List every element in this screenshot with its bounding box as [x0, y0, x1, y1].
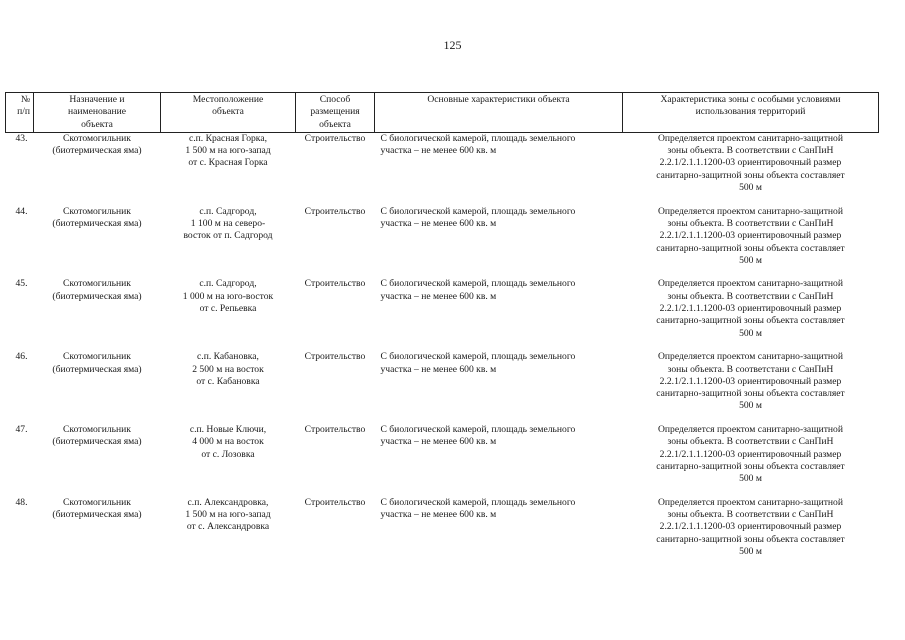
object-location [161, 206, 296, 279]
text-line: Скотомогильник [63, 205, 131, 217]
text-line: С биологической камерой, площадь земельного [380, 132, 576, 144]
text-line: (биотермическая яма) [52, 145, 142, 157]
object-name [34, 351, 161, 424]
text-line: использования территорий [695, 106, 806, 118]
page-number: 125 [443, 38, 462, 52]
text-line: 500 м [739, 327, 762, 339]
text-line: С биологической камерой, площадь земельного [380, 205, 576, 217]
object-characteristics [375, 424, 623, 497]
text-line: с.п. Александровка, [187, 496, 269, 508]
text-line: 2.2.1/2.1.1.1200-03 ориентировочный размер [659, 448, 842, 460]
text-line: 2.2.1/2.1.1.1200-03 ориентировочный размер [659, 303, 842, 315]
text-line: 500 м [739, 182, 762, 194]
zone-characteristics [623, 424, 879, 497]
text-line: объекта [212, 106, 244, 118]
text-line: участка – не менее 600 кв. м [380, 363, 497, 375]
object-name [34, 206, 161, 279]
objects-table [5, 92, 879, 570]
text-line: п/п [17, 106, 30, 118]
header-zone [623, 93, 879, 133]
row-number: 45. [15, 278, 28, 290]
text-line: санитарно-защитной зоны объекта составляет [656, 169, 845, 181]
object-name [34, 424, 161, 497]
row-number: 44. [15, 205, 28, 217]
header-num [6, 93, 34, 133]
text-line: 2 500 м на восток [192, 363, 264, 375]
text-line: (биотермическая яма) [52, 290, 142, 302]
text-line: санитарно-защитной зоны объекта составляет [656, 315, 845, 327]
text-line: Основные характеристики объекта [427, 94, 570, 105]
placement-method: Строительство [304, 351, 366, 363]
text-line: восток от п. Садгород [183, 230, 273, 242]
text-line: объекта [319, 118, 351, 130]
text-line: (биотермическая яма) [52, 509, 142, 521]
text-line: 500 м [739, 473, 762, 485]
text-line: зоны объекта. В соответствии с СанПиН [667, 145, 834, 157]
text-line: зоны объекта. В соответствии с СанПиН [667, 436, 834, 448]
text-line: Местоположение [192, 94, 264, 105]
text-line: 2.2.1/2.1.1.1200-03 ориентировочный размер [659, 230, 842, 242]
object-name [34, 497, 161, 570]
text-line: 1 500 м на юго-запад [185, 145, 271, 157]
table-row [6, 132, 879, 205]
text-line: санитарно-защитной зоны объекта составляет [656, 533, 845, 545]
text-line: 500 м [739, 254, 762, 266]
placement-method: Строительство [304, 496, 366, 508]
object-location [161, 424, 296, 497]
text-line: участка – не менее 600 кв. м [380, 290, 497, 302]
object-location [161, 132, 296, 205]
text-line: 500 м [739, 400, 762, 412]
zone-characteristics [623, 497, 879, 570]
placement-method: Строительство [304, 132, 366, 144]
text-line: участка – не менее 600 кв. м [380, 217, 497, 229]
text-line: санитарно-защитной зоны объекта составляет [656, 388, 845, 400]
text-line: Определяется проектом санитарно-защитной [658, 424, 843, 436]
text-line: Определяется проектом санитарно-защитной [658, 496, 843, 508]
object-name [34, 278, 161, 351]
text-line: 2.2.1/2.1.1.1200-03 ориентировочный размер [659, 375, 842, 387]
object-characteristics [375, 132, 623, 205]
text-line: объекта [81, 118, 113, 130]
object-characteristics [375, 351, 623, 424]
header-method [296, 93, 375, 133]
text-line: Скотомогильник [63, 424, 131, 436]
text-line: с.п. Кабановка, [197, 351, 259, 363]
text-line: от с. Лозовка [201, 448, 255, 460]
text-line: с.п. Красная Горка, [189, 132, 267, 144]
table-row [6, 206, 879, 279]
row-number: 43. [15, 132, 28, 144]
table-row [6, 497, 879, 570]
text-line: Способ [319, 94, 351, 105]
text-line: 1 000 м на юго-восток [182, 290, 274, 302]
object-location [161, 278, 296, 351]
text-line: зоны объекта. В соответствии с СанПиН [667, 217, 834, 229]
text-line: Определяется проектом санитарно-защитной [658, 205, 843, 217]
text-line: С биологической камерой, площадь земельного [380, 351, 576, 363]
object-characteristics [375, 206, 623, 279]
text-line: с.п. Садгород, [199, 278, 257, 290]
text-line: Скотомогильник [63, 351, 131, 363]
text-line: участка – не менее 600 кв. м [380, 145, 497, 157]
text-line: зоны объекта. В соответствии с СанПиН [667, 290, 834, 302]
row-number: 47. [15, 424, 28, 436]
text-line: участка – не менее 600 кв. м [380, 436, 497, 448]
header-name [34, 93, 161, 133]
text-line: 1 500 м на юго-запад [185, 509, 271, 521]
placement-method: Строительство [304, 424, 366, 436]
object-location [161, 351, 296, 424]
header-characteristics [375, 93, 623, 133]
text-line: от с. Красная Горка [188, 157, 268, 169]
text-line: (биотермическая яма) [52, 217, 142, 229]
text-line: санитарно-защитной зоны объекта составляет [656, 242, 845, 254]
text-line: Назначение и [69, 94, 125, 105]
object-characteristics [375, 278, 623, 351]
text-line: с.п. Новые Ключи, [189, 424, 267, 436]
text-line: С биологической камерой, площадь земельного [380, 496, 576, 508]
text-line: 4 000 м на восток [192, 436, 264, 448]
text-line: санитарно-защитной зоны объекта составляет [656, 460, 845, 472]
text-line: Скотомогильник [63, 496, 131, 508]
text-line: С биологической камерой, площадь земельного [380, 424, 576, 436]
table-row [6, 424, 879, 497]
zone-characteristics [623, 351, 879, 424]
text-line: 1 100 м на северо- [190, 217, 266, 229]
zone-characteristics [623, 132, 879, 205]
text-line: Скотомогильник [63, 132, 131, 144]
table-row [6, 351, 879, 424]
text-line: 500 м [739, 546, 762, 558]
zone-characteristics [623, 278, 879, 351]
text-line: от с. Кабановка [196, 375, 260, 387]
text-line: № [20, 94, 30, 105]
zone-characteristics [623, 206, 879, 279]
table-header-row [6, 93, 879, 133]
text-line: наименование [68, 106, 126, 118]
text-line: С биологической камерой, площадь земельного [380, 278, 576, 290]
text-line: 2.2.1/2.1.1.1200-03 ориентировочный размер [659, 157, 842, 169]
object-location [161, 497, 296, 570]
text-line: от с. Александровка [186, 521, 270, 533]
table-row [6, 278, 879, 351]
placement-method: Строительство [304, 278, 366, 290]
text-line: Определяется проектом санитарно-защитной [658, 132, 843, 144]
object-characteristics [375, 497, 623, 570]
text-line: размещения [310, 106, 360, 118]
text-line: Определяется проектом санитарно-защитной [658, 278, 843, 290]
text-line: от с. Репьевка [199, 303, 257, 315]
text-line: зоны объекта. В соответствии с СанПиН [667, 509, 834, 521]
placement-method: Строительство [304, 205, 366, 217]
text-line: Определяется проектом санитарно-защитной [658, 351, 843, 363]
object-name [34, 132, 161, 205]
table-body [6, 132, 879, 569]
text-line: 2.2.1/2.1.1.1200-03 ориентировочный размер [659, 521, 842, 533]
text-line: (биотермическая яма) [52, 436, 142, 448]
row-number: 48. [15, 496, 28, 508]
text-line: Характеристика зоны с особыми условиями [660, 94, 841, 105]
text-line: (биотермическая яма) [52, 363, 142, 375]
row-number: 46. [15, 351, 28, 363]
text-line: участка – не менее 600 кв. м [380, 509, 497, 521]
header-location [161, 93, 296, 133]
text-line: с.п. Садгород, [199, 205, 257, 217]
text-line: зоны объекта. В соответстани с СанПиН [667, 363, 834, 375]
text-line: Скотомогильник [63, 278, 131, 290]
